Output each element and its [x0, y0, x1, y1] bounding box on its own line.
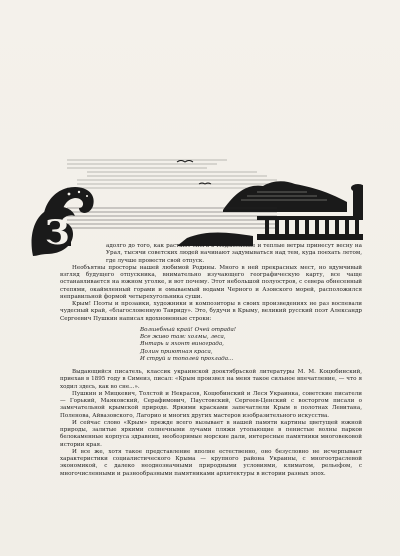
poem-line: Волшебный край! Очей отрада! [140, 326, 237, 333]
cape-mountain-icon [223, 181, 347, 212]
poem-line: И струй и тополей прохлада... [140, 355, 234, 362]
article-body [60, 243, 362, 478]
poem-line: Все живо там: холмы, леса, [140, 334, 226, 341]
paragraph-5: Пушкин и Мицкевич, Толстой и Некрасов, Коцюбинский и Леся Украинка, советские писатели — Горький, Маяковский, Серафимович, Паустовский, Сергеев-Ценский с восторгом писали о замечательной крымской природе. Яркими красками запечатлели Крым в полотнах Левитана, Поленова, Айвазовского, Лагорио и многих других мастеров изобразительного искусства. [60, 390, 362, 419]
paragraph-intro: адолго до того, как растают снега в Подмосковье и теплые ветры принесут весну на Урал, тысячи советских людей начинают задумываться над тем, куда поехать летом, где лучше провести свой отпуск. [106, 243, 362, 264]
poem-line: Янтарь и яхонт винограда, [140, 341, 224, 348]
pushkin-poem [140, 327, 362, 363]
paragraph-6: И сейчас слово «Крым» прежде всего вызывает в нашей памяти картины цветущей южной природы, залитые яркими солнечными лучами пляжи утопающие в пенистые волны парков белокаменные корпуса здравниц, необозримые морские дали, интересные памятники многовековой истории края. [60, 419, 362, 448]
paragraph-4: Выдающийся писатель, классик украинской дооктябрьской литературы М. М. Коцюбинский, приехав в 1895 году в Симеиз, писал: «Крым произвел на меня такое сильное впечатление, — что я ходил здесь, как во сне...». [60, 369, 362, 390]
svg-text:З: З [45, 213, 70, 253]
paragraph-3: Крым! Поэты и прозаики, художники и композиторы в своих произведениях не раз воспевали чудесный край, «благословенную Тавриду». Это, будучи в Крыму, великий русский поэт Александр Сергеевич Пушкин написал вдохновенные строки: [60, 301, 362, 322]
paragraph-7: И все же, хотя такое представление вполне естественно, оно безусловно не исчерпывает характеристики социалистического Крыма — крупного района Украины, с многоотраслевой экономикой, с далеко неоднозначными природными условиями, климатом, рельефом, с многочисленными и разнообразными памятниками архитектуры в истории разных эпох. [60, 448, 362, 477]
paragraph-2: Необъятны просторы нашей любимой Родины. Много в ней прекрасных мест, но вдумчивый взгляд будущего отпускника, внимательно изучающего географическую карту, все чаще останавливается на южном уголке, и вот почему. Этот небольшой полуостров, с севера обнесенный степями, окаймленный горами и омываемый водами Черного и Азовского морей, расположился неправильной формой четырехугольника суши. [60, 264, 362, 300]
poem-line: Долин приютная краса, [140, 348, 213, 355]
